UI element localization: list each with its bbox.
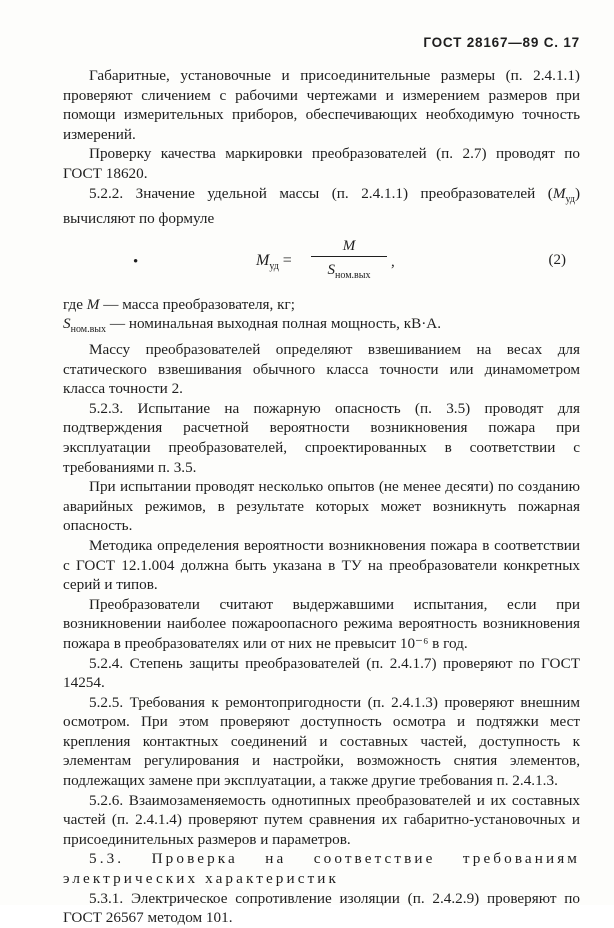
formula-equals: = — [282, 251, 292, 269]
section-title: 5.3. Проверка на соответствие требованиям электрических характеристик — [63, 850, 580, 888]
body-text — [63, 66, 580, 928]
formula-denominator — [311, 261, 387, 286]
definition-prefix: где — [63, 295, 87, 313]
paragraph: Проверку качества маркировки преобразователей (п. 2.7) проводят по ГОСТ 18620. — [63, 145, 580, 182]
formula-lhs-subscript: уд — [269, 260, 279, 272]
formula-numerator: M — [342, 237, 356, 254]
denominator-symbol: S — [327, 261, 336, 278]
denominator-subscript: ном.вых — [335, 269, 371, 281]
formula-dot: • — [133, 253, 139, 270]
paragraph: 5.2.3. Испытание на пожарную опасность (п. 3.5) проводят для подтверждения расчетной вероятности возникновения пожара при эксплуатации преобразователей, спроектированных в соответствии с требованиями п. 3.5. — [63, 399, 580, 476]
definition-symbol: M — [86, 295, 100, 313]
definition-text: — номинальная выходная полная мощность, кВ·А. — [106, 315, 442, 333]
paragraph: 5.2.5. Требования к ремонтопригодности (п. 2.4.1.3) проверяют внешним осмотром. При этом проверяют доступность осмотра и подтяжки мест крепления контактных соединений и составных частей, доступность к элементам регулирования и настройки, возможность снятия элементов, подлежащих замене при эксплуатации, а также другие требования п. 2.4.1.3. — [63, 693, 580, 790]
formula-fraction — [311, 237, 387, 286]
formula-lhs — [256, 251, 292, 277]
fraction-bar — [311, 256, 387, 257]
definition-subscript: ном.вых — [70, 324, 107, 336]
page-header: ГОСТ 28167—89 С. 17 — [423, 35, 580, 50]
paragraph: 5.3.1. Электрическое сопротивление изоляции (п. 2.4.2.9) проверяют по ГОСТ 26567 методом 101. — [63, 889, 580, 927]
paragraph: Габаритные, установочные и присоединительные размеры (п. 2.4.1.1) проверяют сличением с рабочими чертежами и измерением размеров при помощи измерительных приборов, обеспечивающих необходимую точность измерений. — [63, 67, 580, 143]
equation-number: (2) — [548, 251, 566, 268]
paragraph: 5.2.2. Значение удельной массы (п. 2.4.1.1) преобразователей $(M_{уд})$ вычисляют по формуле — [63, 184, 580, 228]
subscript-ud: уд — [565, 193, 575, 205]
paragraph: 5.2.6. Взаимозаменяемость однотипных преобразователей и их составных частей (п. 2.4.1.4) проверяют путем сравнения их габаритно-установочных и присоединительных размеров и параметров. — [63, 791, 580, 848]
definition-symbol: S — [63, 315, 71, 333]
definition-text: — масса преобразователя, кг; — [99, 295, 295, 313]
paragraph: Методика определения вероятности возникновения пожара в соответствии с ГОСТ 12.1.004 должна быть указана в ТУ на преобразователи конкретных серий и типов. — [63, 536, 580, 594]
formula-comma: , — [391, 253, 395, 270]
definition-mass — [63, 295, 580, 315]
formula — [63, 231, 580, 291]
definition-power — [63, 314, 580, 340]
formula-lhs-symbol: M — [256, 251, 270, 269]
paragraph: При испытании проводят несколько опытов (не менее десяти) по созданию аварийных режимов, в результате которых может возникнуть пожарная опасность. — [63, 478, 580, 535]
symbol-m: M — [552, 184, 566, 202]
paragraph: Преобразователи считают выдержавшими испытания, если при возникновении наиболее пожароопасного режима вероятность возникновения пожара в преобразователях или от них не превысит 10⁻⁶ в год. — [63, 595, 580, 652]
paragraph: 5.2.4. Степень защиты преобразователей (п. 2.4.1.7) проверяют по ГОСТ 14254. — [63, 654, 580, 692]
paragraph: Массу преобразователей определяют взвешиванием на весах для статического взвешивания обычного класса точности или динамометром класса точности 2. — [63, 341, 580, 398]
